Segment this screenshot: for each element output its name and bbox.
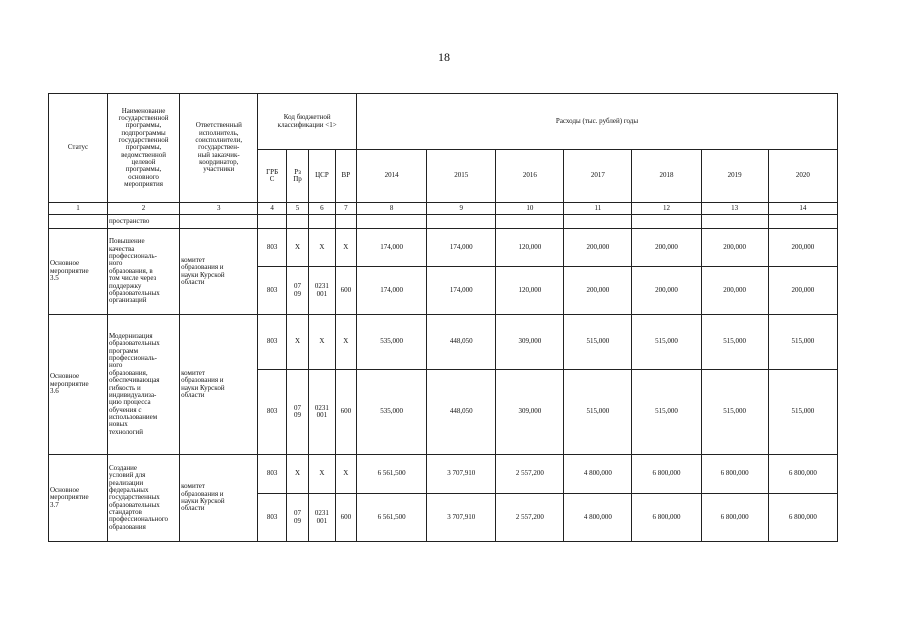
year-header: 2016: [496, 150, 564, 203]
value-cell: 515,000: [768, 315, 837, 370]
value-cell: 200,000: [701, 229, 768, 267]
budget-table: [48, 93, 838, 542]
year-header: 2018: [632, 150, 701, 203]
column-number: 14: [768, 203, 837, 215]
year-header: 2015: [427, 150, 496, 203]
value-cell: 200,000: [768, 267, 837, 315]
value-cell: 3 707,910: [427, 455, 496, 494]
csr-cell: X: [309, 455, 335, 494]
value-cell: 6 800,000: [768, 455, 837, 494]
value-cell: 200,000: [632, 229, 701, 267]
value-cell: 200,000: [632, 267, 701, 315]
expenses-header: Расходы (тыс. рублей) годы: [357, 94, 838, 150]
value-cell: 515,000: [564, 370, 632, 455]
column-number: 3: [180, 203, 258, 215]
value-cell: 174,000: [427, 229, 496, 267]
grbs-cell: 803: [258, 229, 286, 267]
rzpr-cell: 07 09: [286, 494, 308, 542]
value-cell: 4 800,000: [564, 455, 632, 494]
grbs-cell: 803: [258, 494, 286, 542]
value-cell: 535,000: [357, 370, 427, 455]
value-cell: 6 561,500: [357, 455, 427, 494]
status-cell: Основное мероприятие 3.5: [49, 229, 108, 315]
value-cell: 3 707,910: [427, 494, 496, 542]
value-cell: 174,000: [357, 229, 427, 267]
value-cell: 6 800,000: [632, 494, 701, 542]
value-cell: 515,000: [701, 370, 768, 455]
value-cell: 309,000: [496, 315, 564, 370]
year-header: 2017: [564, 150, 632, 203]
table-row: [49, 229, 838, 267]
table-row: [49, 455, 838, 494]
value-cell: 515,000: [701, 315, 768, 370]
value-cell: 200,000: [564, 267, 632, 315]
column-number: 2: [107, 203, 179, 215]
value-cell: 6 800,000: [701, 494, 768, 542]
grbs-cell: 803: [258, 267, 286, 315]
value-cell: 515,000: [564, 315, 632, 370]
responsible-cell: комитет образования и науки Курской области: [180, 229, 258, 315]
vr-cell: X: [335, 455, 356, 494]
grbs-cell: 803: [258, 370, 286, 455]
responsible-cell: комитет образования и науки Курской области: [180, 315, 258, 455]
column-number: 13: [701, 203, 768, 215]
value-cell: 2 557,200: [496, 455, 564, 494]
column-number: 7: [335, 203, 356, 215]
rzpr-cell: 07 09: [286, 370, 308, 455]
csr-cell: 0231 001: [309, 370, 335, 455]
value-cell: 200,000: [701, 267, 768, 315]
value-cell: 174,000: [357, 267, 427, 315]
code-header-csr: ЦСР: [309, 150, 335, 203]
column-number: 8: [357, 203, 427, 215]
column-number: 9: [427, 203, 496, 215]
value-cell: 515,000: [768, 370, 837, 455]
value-cell: 448,050: [427, 370, 496, 455]
column-number: 10: [496, 203, 564, 215]
value-cell: 448,050: [427, 315, 496, 370]
value-cell: 4 800,000: [564, 494, 632, 542]
rzpr-cell: X: [286, 229, 308, 267]
column-number: 12: [632, 203, 701, 215]
value-cell: 515,000: [632, 370, 701, 455]
table-row: [49, 315, 838, 370]
continuation-row: [49, 215, 838, 229]
code-header-rzpr: Рз Пр: [286, 150, 308, 203]
grbs-cell: 803: [258, 455, 286, 494]
page-number: 18: [438, 50, 450, 64]
name-cell: Повышение качества профессиональ- ного образования, в том числе через поддержку образовательных организаций: [107, 229, 179, 315]
csr-cell: X: [309, 315, 335, 370]
name-header: Наименование государственной программы, подпрограммы государственной программы, ведомственной целевой программы, основного мероприятия: [107, 94, 179, 203]
column-number: 1: [49, 203, 108, 215]
csr-cell: X: [309, 229, 335, 267]
value-cell: 6 800,000: [768, 494, 837, 542]
csr-cell: 0231 001: [309, 494, 335, 542]
vr-cell: 600: [335, 494, 356, 542]
vr-cell: X: [335, 315, 356, 370]
year-header: 2014: [357, 150, 427, 203]
rzpr-cell: X: [286, 455, 308, 494]
column-number: 11: [564, 203, 632, 215]
rzpr-cell: 07 09: [286, 267, 308, 315]
value-cell: 535,000: [357, 315, 427, 370]
value-cell: 120,000: [496, 229, 564, 267]
code-header-grbs: ГРБ С: [258, 150, 286, 203]
budget-code-header: Код бюджетной классификации <1>: [258, 94, 357, 150]
grbs-cell: 803: [258, 315, 286, 370]
status-header: Статус: [49, 94, 108, 203]
code-header-vr: ВР: [335, 150, 356, 203]
csr-cell: 0231 001: [309, 267, 335, 315]
name-cell: Создание условий для реализации федеральных государственных образовательных стандартов профессионального образования: [107, 455, 179, 542]
value-cell: 515,000: [632, 315, 701, 370]
continuation-text: пространство: [107, 215, 179, 229]
value-cell: 200,000: [564, 229, 632, 267]
value-cell: 120,000: [496, 267, 564, 315]
column-number: 5: [286, 203, 308, 215]
column-number: 6: [309, 203, 335, 215]
value-cell: 174,000: [427, 267, 496, 315]
value-cell: 309,000: [496, 370, 564, 455]
vr-cell: 600: [335, 267, 356, 315]
value-cell: 6 800,000: [632, 455, 701, 494]
status-cell: Основное мероприятие 3.6: [49, 315, 108, 455]
value-cell: 6 561,500: [357, 494, 427, 542]
column-number: 4: [258, 203, 286, 215]
year-header: 2020: [768, 150, 837, 203]
responsible-cell: комитет образования и науки Курской области: [180, 455, 258, 542]
vr-cell: 600: [335, 370, 356, 455]
name-cell: Модернизация образовательных программ профессиональ- ного образования, обеспечивающая гибкость и индивидуализа- цию процесса обучения с использованием новых технологий: [107, 315, 179, 455]
value-cell: 2 557,200: [496, 494, 564, 542]
status-cell: Основное мероприятие 3.7: [49, 455, 108, 542]
vr-cell: X: [335, 229, 356, 267]
responsible-header: Ответственный исполнитель, соисполнители, государствен- ный заказчик- координатор, участники: [180, 94, 258, 203]
year-header: 2019: [701, 150, 768, 203]
column-numbers-row: [49, 203, 838, 215]
header-row-1: [49, 94, 838, 150]
value-cell: 200,000: [768, 229, 837, 267]
rzpr-cell: X: [286, 315, 308, 370]
value-cell: 6 800,000: [701, 455, 768, 494]
